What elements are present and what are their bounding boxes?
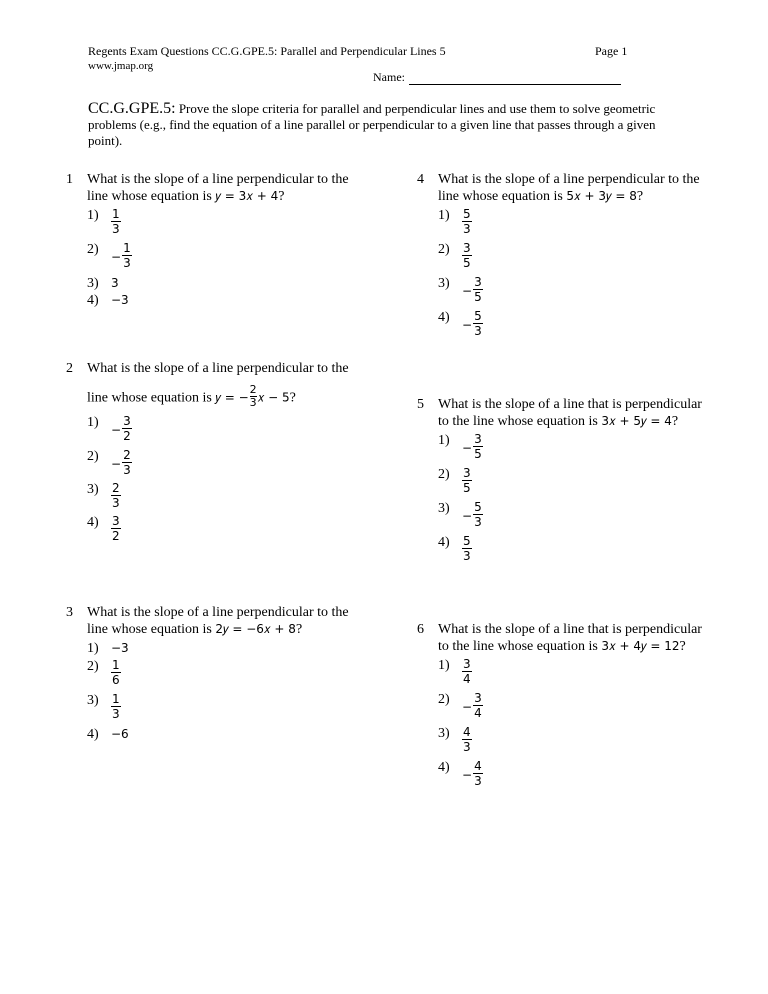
choice-label: 2) (87, 242, 99, 257)
denominator: 5 (474, 290, 482, 304)
question-line: What is the slope of a line perpendicular to the (87, 172, 349, 187)
question-mark: ? (671, 414, 679, 429)
denominator: 6 (112, 673, 120, 687)
choice-1[interactable] (438, 657, 472, 686)
minus-sign: − (462, 509, 473, 523)
equation-fraction (250, 384, 257, 409)
equation-suffix: 𝑥 − 5 (257, 390, 290, 405)
question-line: What is the slope of a line perpendicular to the (87, 605, 349, 620)
question-number: 4 (417, 172, 424, 187)
choice-1[interactable] (87, 640, 129, 660)
name-line[interactable] (409, 72, 621, 85)
question-text (438, 171, 728, 205)
fraction (111, 207, 121, 236)
choice-3[interactable] (87, 481, 121, 510)
denominator: 3 (123, 256, 131, 270)
denominator: 4 (463, 672, 471, 686)
question-4 (417, 171, 737, 351)
choice-4[interactable] (438, 759, 483, 788)
choice-3[interactable] (438, 725, 472, 754)
choice-label: 2) (87, 659, 99, 674)
question-line: line whose equation is (87, 189, 212, 204)
numerator: 5 (463, 534, 471, 548)
standard-text: Prove the slope criteria for parallel and perpendicular lines and use them to solve geometric problems (e.g., find the equation of a line parallel or perpendicular to a given line that passes through a given point). (88, 101, 656, 148)
choice-label: 1) (438, 658, 450, 673)
numerator: 3 (463, 466, 471, 480)
question-text (87, 171, 377, 205)
fraction (111, 481, 121, 510)
minus-sign: − (462, 318, 473, 332)
choice-value: −3 (111, 641, 129, 655)
question-mark: ? (636, 189, 644, 204)
denominator: 2 (123, 429, 131, 443)
choice-label: 2) (438, 692, 450, 707)
choice-label: 1) (438, 433, 450, 448)
numerator: 2 (112, 481, 120, 495)
question-number: 5 (417, 397, 424, 412)
question-line: line whose equation is (87, 622, 212, 637)
fraction (462, 241, 472, 270)
page-number: Page 1 (595, 44, 628, 58)
question-text (438, 396, 728, 430)
denominator: 5 (474, 447, 482, 461)
denominator: 5 (463, 481, 471, 495)
choice-2[interactable] (438, 241, 472, 270)
equation: 2𝑦 = −6𝑥 + 8 (215, 622, 296, 636)
denominator: 3 (112, 496, 120, 510)
minus-sign: − (462, 441, 473, 455)
minus-sign: − (111, 250, 122, 264)
fraction (462, 207, 472, 236)
denominator: 3 (463, 222, 471, 236)
choice-1[interactable] (87, 207, 121, 236)
choice-label: 4) (87, 727, 99, 742)
choice-label: 4) (438, 760, 450, 775)
choice-1[interactable] (438, 432, 483, 461)
numerator: 3 (474, 432, 482, 446)
denominator: 4 (474, 706, 482, 720)
question-2 (66, 360, 386, 560)
choice-1[interactable] (87, 414, 132, 443)
fraction (462, 657, 472, 686)
choice-3[interactable] (438, 275, 483, 304)
numerator: 3 (112, 514, 120, 528)
numerator: 1 (112, 658, 120, 672)
fraction (122, 414, 132, 443)
choice-label: 2) (438, 242, 450, 257)
question-line: What is the slope of a line that is perpendicular (438, 397, 702, 412)
choice-label: 2) (438, 467, 450, 482)
numerator: 3 (463, 657, 471, 671)
equation: 𝑦 = 3𝑥 + 4 (215, 189, 279, 203)
numerator: 4 (474, 759, 482, 773)
fraction (473, 309, 483, 338)
minus-sign: − (462, 700, 473, 714)
question-number: 6 (417, 622, 424, 637)
question-line: What is the slope of a line that is perpendicular (438, 622, 702, 637)
numerator: 5 (474, 309, 482, 323)
choice-2[interactable] (438, 466, 472, 495)
denominator: 3 (474, 324, 482, 338)
question-text (87, 604, 377, 638)
choice-label: 3) (438, 726, 450, 741)
denominator: 3 (463, 549, 471, 563)
numerator: 2 (123, 448, 131, 462)
numerator: 3 (474, 691, 482, 705)
numerator: 3 (463, 241, 471, 255)
fraction (122, 448, 132, 477)
question-line: line whose equation is (438, 189, 563, 204)
question-mark: ? (278, 189, 285, 204)
denominator: 5 (463, 256, 471, 270)
choice-label: 3) (87, 482, 99, 497)
question-5 (417, 396, 737, 576)
choice-label: 1) (87, 208, 99, 223)
choice-3[interactable] (438, 500, 483, 529)
numerator: 1 (123, 241, 131, 255)
fraction (111, 514, 121, 543)
fraction (473, 432, 483, 461)
choice-4[interactable] (438, 309, 483, 338)
choice-label: 4) (438, 310, 450, 325)
fraction (462, 466, 472, 495)
choice-label: 4) (438, 535, 450, 550)
standard-block (88, 101, 688, 149)
equation: 3𝑥 + 5𝑦 = 4 (601, 414, 672, 428)
question-mark: ? (679, 639, 686, 654)
question-line: What is the slope of a line perpendicular to the (438, 172, 700, 187)
choice-label: 3) (87, 693, 99, 708)
choice-4[interactable] (87, 292, 129, 312)
denominator: 3 (123, 463, 131, 477)
choice-4[interactable] (87, 514, 121, 543)
question-6 (417, 621, 737, 801)
minus-sign: − (111, 457, 122, 471)
fraction (473, 275, 483, 304)
fraction (473, 691, 483, 720)
choice-1[interactable] (438, 207, 472, 236)
choice-2[interactable] (87, 658, 121, 687)
choice-label: 1) (438, 208, 450, 223)
numerator: 5 (474, 500, 482, 514)
name-field[interactable] (373, 70, 621, 85)
question-line: to the line whose equation is (438, 639, 598, 654)
choice-label: 3) (438, 276, 450, 291)
choice-2[interactable] (438, 691, 483, 720)
choice-label: 3) (87, 276, 99, 291)
choice-label: 4) (87, 293, 99, 308)
fraction (473, 500, 483, 529)
fraction (473, 759, 483, 788)
choice-value: 3 (111, 276, 119, 290)
name-label: Name: (373, 70, 405, 84)
question-text (87, 360, 377, 411)
fraction (122, 241, 132, 270)
equation: 5𝑥 + 3𝑦 = 8 (566, 189, 637, 203)
question-mark: ? (295, 622, 303, 637)
site-url: www.jmap.org (88, 60, 154, 72)
denominator: 3 (112, 707, 120, 721)
choice-2[interactable] (87, 241, 132, 270)
choice-3[interactable] (87, 692, 121, 721)
numerator: 4 (463, 725, 471, 739)
denominator: 3 (474, 774, 482, 788)
question-number: 1 (66, 172, 73, 187)
minus-sign: − (462, 284, 473, 298)
question-mark: ? (289, 390, 296, 406)
fraction (111, 658, 121, 687)
question-3 (66, 604, 386, 754)
fraction (462, 534, 472, 563)
denominator: 2 (112, 529, 120, 543)
denominator: 3 (474, 515, 482, 529)
numerator: 1 (112, 692, 120, 706)
numerator: 2 (249, 383, 257, 396)
question-1 (66, 171, 386, 311)
choice-label: 4) (87, 515, 99, 530)
choice-label: 1) (87, 641, 99, 656)
choice-label: 2) (87, 449, 99, 464)
minus-sign: − (462, 768, 473, 782)
denominator: 3 (463, 740, 471, 754)
equation: 3𝑥 + 4𝑦 = 12 (601, 639, 680, 653)
numerator: 1 (112, 207, 120, 221)
question-text (438, 621, 728, 655)
numerator: 3 (474, 275, 482, 289)
question-line: What is the slope of a line perpendicular to the (87, 361, 349, 376)
minus-sign: − (111, 423, 122, 437)
fraction (111, 692, 121, 721)
question-number: 3 (66, 605, 73, 620)
standard-code: CC.G.GPE.5: (88, 100, 176, 117)
question-number: 2 (66, 361, 73, 376)
choice-4[interactable] (438, 534, 472, 563)
choice-value: −3 (111, 293, 129, 307)
numerator: 3 (123, 414, 131, 428)
denominator: 3 (112, 222, 120, 236)
choice-4[interactable] (87, 726, 129, 746)
choice-label: 1) (87, 415, 99, 430)
numerator: 5 (463, 207, 471, 221)
choice-value: −6 (111, 727, 129, 741)
header-title: Regents Exam Questions CC.G.GPE.5: Parallel and Perpendicular Lines 5 (88, 44, 446, 58)
question-line: to the line whose equation is (438, 414, 598, 429)
question-line: line whose equation is (87, 390, 212, 406)
fraction (462, 725, 472, 754)
denominator: 3 (249, 396, 257, 409)
choice-2[interactable] (87, 448, 132, 477)
choice-label: 3) (438, 501, 450, 516)
equation-prefix: 𝑦 = − (215, 390, 249, 405)
